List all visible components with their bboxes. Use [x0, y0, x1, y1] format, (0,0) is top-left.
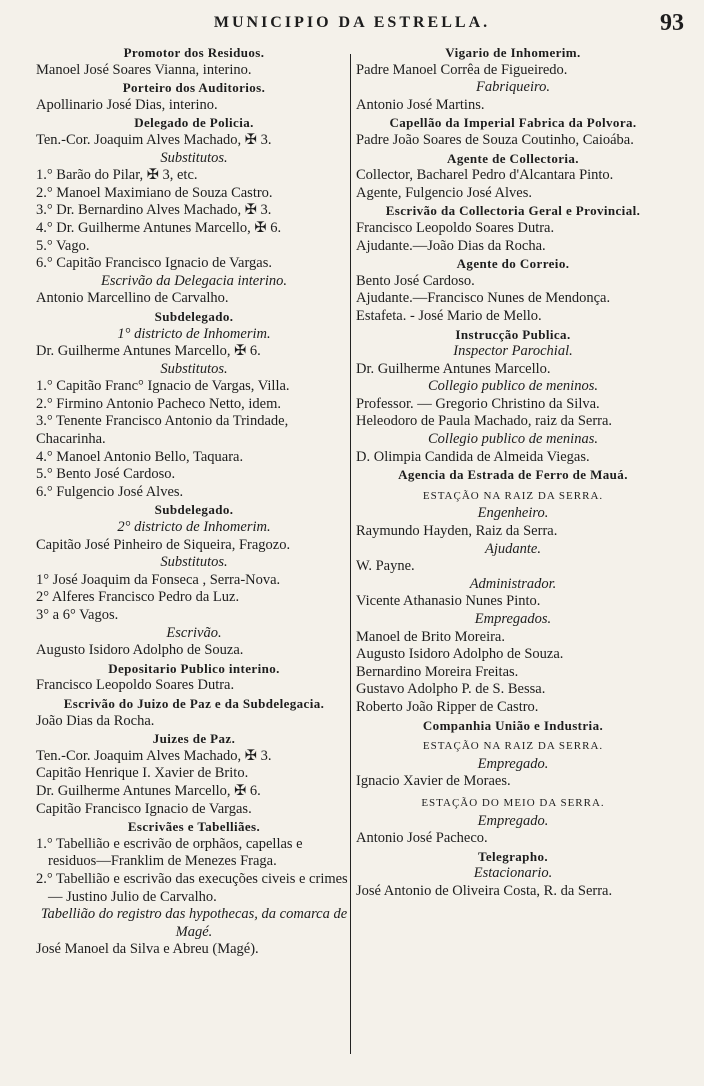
section-heading: Escrivão da Collectoria Geral e Provincial.	[385, 203, 641, 219]
list-item: 3.° Tenente Francisco Antonio da Trindade, Chacarinha.	[36, 413, 289, 448]
subheading: Estacionario.	[473, 865, 553, 882]
left-column	[36, 44, 352, 959]
entry: Raymundo Hayden, Raiz da Serra.	[356, 523, 558, 540]
subheading: Substitutos.	[160, 149, 228, 166]
list-item: 6.° Fulgencio José Alves.	[36, 483, 184, 500]
list-item: 6.° Capitão Francisco Ignacio de Vargas.	[36, 255, 272, 272]
entry: Vicente Athanasio Nunes Pinto.	[356, 593, 541, 610]
section-heading: Depositario Publico interino.	[108, 660, 280, 676]
entry: Dr. Guilherme Antunes Marcello, ✠ 6.	[36, 782, 261, 799]
entry: 2.° Tabellião e escrivão das execuções civeis e crimes — Justino Julio de Carvalho.	[36, 870, 348, 905]
entry: Manoel José Soares Vianna, interino.	[36, 61, 252, 78]
section-heading: Subdelegado.	[154, 308, 234, 324]
section-heading: Agencia da Estrada de Ferro de Mauá.	[398, 467, 628, 483]
subheading: Substitutos.	[160, 360, 228, 377]
subheading: Empregado.	[477, 755, 549, 772]
section-heading: Agente de Collectoria.	[447, 150, 579, 166]
subheading: Substitutos.	[160, 554, 228, 571]
station-label: ESTAÇÃO DO MEIO DA SERRA.	[421, 796, 605, 809]
district-heading: 2° districto de Inhomerim.	[117, 519, 271, 536]
district-heading: 1° districto de Inhomerim.	[117, 325, 271, 342]
entry: José Antonio de Oliveira Costa, R. da Serra.	[356, 882, 613, 899]
list-item: Augusto Isidoro Adolpho de Souza.	[356, 646, 564, 663]
list-item: Gustavo Adolpho P. de S. Bessa.	[356, 681, 546, 698]
entry: Ignacio Xavier de Moraes.	[356, 773, 511, 790]
section-heading: Instrucção Publica.	[455, 326, 571, 342]
entry: Collector, Bacharel Pedro d'Alcantara Pinto.	[356, 167, 614, 184]
entry: Padre Manoel Corrêa de Figueiredo.	[356, 61, 568, 78]
list-item: 3.° Dr. Bernardino Alves Machado, ✠ 3.	[36, 202, 272, 219]
entry: Capitão José Pinheiro de Siqueira, Fragozo.	[36, 536, 291, 553]
entry: Francisco Leopoldo Soares Dutra.	[356, 219, 555, 236]
entry: Heleodoro de Paula Machado, raiz da Serra.	[356, 413, 613, 430]
section-heading: Escrivães e Tabelliães.	[127, 819, 261, 835]
entry: Antonio José Martins.	[356, 96, 485, 113]
entry: João Dias da Rocha.	[36, 712, 155, 729]
list-item: 1° José Joaquim da Fonseca , Serra-Nova.	[36, 571, 281, 588]
section-heading: Escrivão do Juizo de Paz e da Subdelegacia.	[63, 695, 325, 711]
entry: Dr. Guilherme Antunes Marcello, ✠ 6.	[36, 343, 261, 360]
entry: Padre João Soares de Souza Coutinho, Caioába.	[356, 131, 634, 148]
entry: D. Olimpia Candida de Almeida Viegas.	[356, 448, 590, 465]
entry: Antonio José Pacheco.	[356, 830, 488, 847]
entry: Dr. Guilherme Antunes Marcello.	[356, 360, 551, 377]
right-column	[356, 44, 670, 901]
entry: Ten.-Cor. Joaquim Alves Machado, ✠ 3.	[36, 747, 272, 764]
subheading: Empregados.	[474, 611, 552, 627]
section-heading: Porteiro dos Auditorios.	[122, 80, 266, 96]
list-item: Bernardino Moreira Freitas.	[356, 663, 519, 680]
section-heading: Companhia União e Industria.	[422, 717, 604, 733]
section-heading: Delegado de Policia.	[134, 115, 254, 131]
entry: W. Payne.	[356, 558, 415, 575]
subheading: Collegio publico de meninos.	[428, 378, 598, 395]
entry: Estafeta. - José Mario de Mello.	[356, 307, 542, 324]
subheading: Fabriqueiro.	[476, 79, 550, 96]
subheading: Escrivão da Delegacia interino.	[100, 272, 288, 289]
list-item: Roberto João Ripper de Castro.	[356, 698, 539, 715]
entry: Capitão Henrique I. Xavier de Brito.	[36, 765, 249, 782]
section-heading: Subdelegado.	[154, 502, 234, 518]
list-item: Manoel de Brito Moreira.	[356, 628, 505, 645]
list-item: 5.° Vago.	[36, 237, 90, 254]
subheading: Empregado.	[477, 812, 549, 829]
entry: Bento José Cardoso.	[356, 272, 475, 289]
entry: José Manoel da Silva e Abreu (Magé).	[36, 941, 259, 958]
entry: Antonio Marcellino de Carvalho.	[36, 290, 229, 307]
station-label: ESTAÇÃO NA RAIZ DA SERRA.	[422, 740, 604, 753]
section-heading: Capellão da Imperial Fabrica da Polvora.	[389, 115, 637, 131]
entry: Ajudante.—Francisco Nunes de Mendonça.	[356, 290, 611, 307]
entry: Augusto Isidoro Adolpho de Souza.	[36, 642, 244, 659]
entry: Agente, Fulgencio José Alves.	[356, 184, 532, 201]
list-item: 5.° Bento José Cardoso.	[36, 466, 176, 483]
page-header	[0, 2, 704, 42]
page-number: 93	[660, 10, 684, 36]
section-heading: Juizes de Paz.	[152, 731, 236, 747]
section-heading: Promotor dos Residuos.	[123, 45, 265, 60]
subheading: Engenheiro.	[477, 505, 549, 522]
list-item: 2.° Manoel Maximiano de Souza Castro.	[36, 184, 273, 201]
list-item: 4.° Manoel Antonio Bello, Taquara.	[36, 448, 244, 465]
subheading: Tabellião do registro das hypothecas, da comarca de Magé.	[40, 906, 348, 940]
entry: Ten.-Cor. Joaquim Alves Machado, ✠ 3.	[36, 131, 272, 148]
section-heading: Telegrapho.	[477, 848, 548, 864]
subheading: Ajudante.	[485, 540, 541, 557]
list-item: 2.° Firmino Antonio Pacheco Netto, idem.	[36, 395, 282, 412]
list-item: 2° Alferes Francisco Pedro da Luz.	[36, 589, 240, 606]
entry: 1.° Tabellião e escrivão de orphãos, capellas e residuos—Franklim de Menezes Fraga.	[36, 835, 303, 870]
list-item: 1.° Capitão Franc° Ignacio de Vargas, Villa.	[36, 378, 290, 395]
subheading: Inspector Parochial.	[453, 343, 573, 360]
entry: Ajudante.—João Dias da Rocha.	[356, 237, 546, 254]
list-item: 3° a 6° Vagos.	[36, 607, 119, 623]
section-heading: Agente do Correio.	[456, 256, 570, 272]
subheading: Administrador.	[469, 575, 557, 592]
entry: Francisco Leopoldo Soares Dutra.	[36, 677, 235, 694]
section-heading: Vigario de Inhomerim.	[445, 45, 581, 60]
list-item: 4.° Dr. Guilherme Antunes Marcello, ✠ 6.	[36, 219, 282, 236]
subheading: Escrivão.	[166, 624, 222, 641]
entry: Capitão Francisco Ignacio de Vargas.	[36, 800, 252, 817]
entry: Professor. — Gregorio Christino da Silva.	[356, 395, 600, 412]
list-item: 1.° Barão do Pilar, ✠ 3, etc.	[36, 167, 198, 184]
entry: Apollinario José Dias, interino.	[36, 96, 218, 113]
subheading: Collegio publico de meninas.	[428, 431, 598, 448]
page-title: MUNICIPIO DA ESTRELLA.	[213, 14, 491, 31]
station-label: ESTAÇÃO NA RAIZ DA SERRA.	[422, 489, 604, 502]
